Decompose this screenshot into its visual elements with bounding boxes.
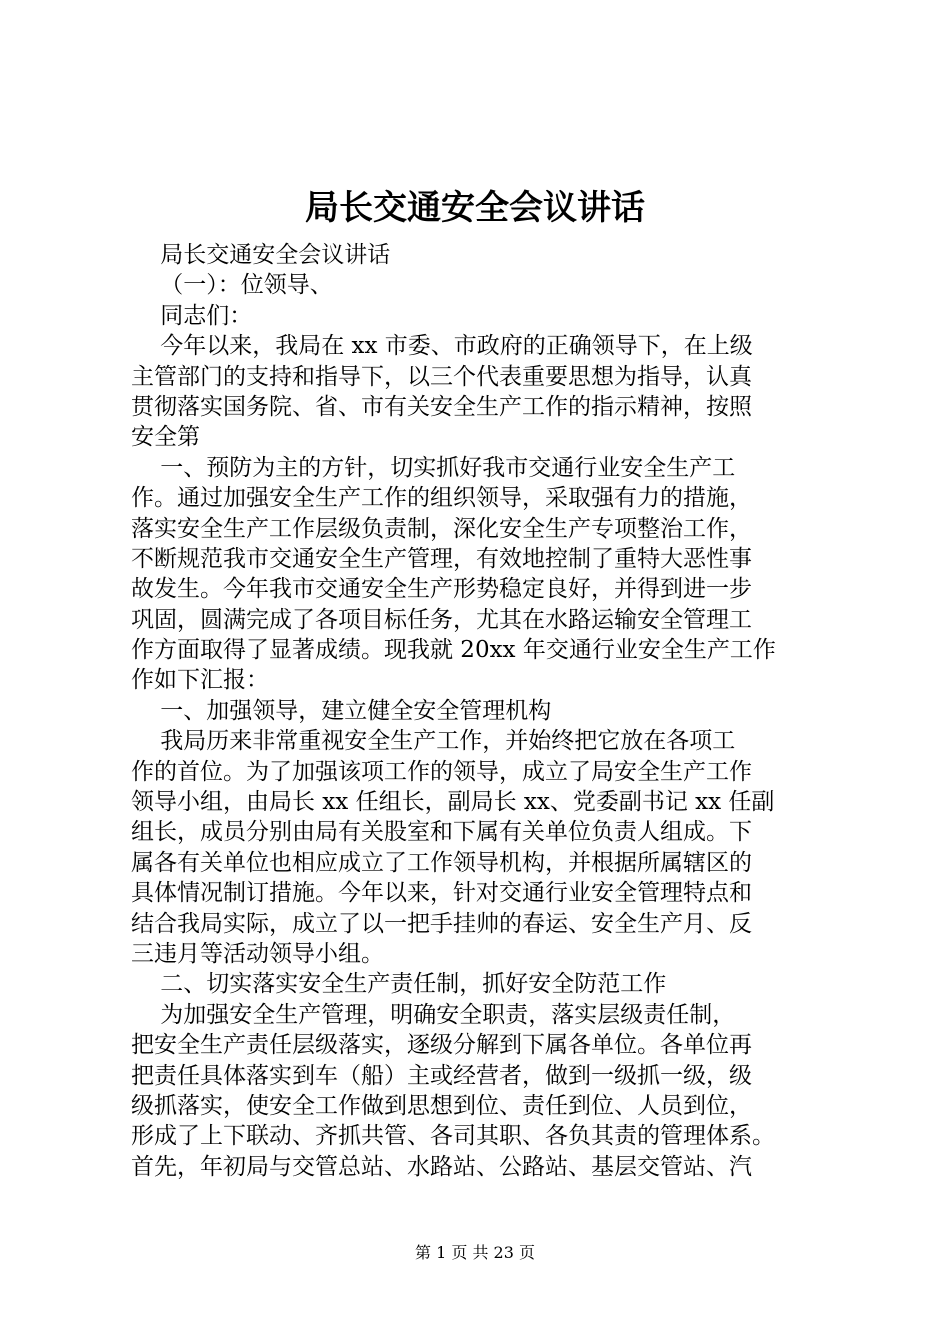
- text-line: （一）：位领导、: [131, 272, 333, 299]
- text-line: 二、切实落实安全生产责任制，抓好安全防范工作: [131, 971, 667, 998]
- text-line: 作。通过加强安全生产工作的组织领导，采取强有力的措施，: [131, 485, 752, 512]
- text-line: 组长，成员分别由局有关股室和下属有关单位负责人组成。下: [131, 819, 752, 846]
- text-line: 巩固，圆满完成了各项目标任务，尤其在水路运输安全管理工: [131, 606, 752, 633]
- document-body: [131, 240, 831, 1182]
- document-title: 局长交通安全会议讲话: [305, 188, 645, 228]
- text-line: 作的首位。为了加强该项工作的领导，成立了局安全生产工作: [131, 758, 752, 785]
- text-line: 级抓落实，使安全工作做到思想到位、责任到位、人员到位，: [131, 1092, 752, 1119]
- text-line: 把责任具体落实到车（船）主或经营者，做到一级抓一级，级: [131, 1062, 752, 1089]
- text-line: 作如下汇报：: [131, 667, 269, 694]
- text-line: 我局历来非常重视安全生产工作，并始终把它放在各项工: [131, 728, 736, 755]
- text-line: 贯彻落实国务院、省、市有关安全生产工作的指示精神，按照: [131, 393, 752, 420]
- text-line: 形成了上下联动、齐抓共管、各司其职、各负其责的管理体系。: [131, 1123, 775, 1150]
- text-line: 具体情况制订措施。今年以来，针对交通行业安全管理特点和: [131, 880, 752, 907]
- text-line: 安全第: [131, 424, 200, 451]
- text-line: 一、预防为主的方针，切实抓好我市交通行业安全生产工: [131, 454, 736, 481]
- text-line: 属各有关单位也相应成立了工作领导机构，并根据所属辖区的: [131, 849, 752, 876]
- page-number-footer: 第 1 页 共 23 页: [415, 1243, 535, 1262]
- text-line: 同志们：: [131, 302, 253, 329]
- text-line: 三违月等活动领导小组。: [131, 940, 384, 967]
- text-line: 局长交通安全会议讲话: [131, 242, 391, 268]
- text-line: 不断规范我市交通安全生产管理，有效地控制了重特大恶性事: [131, 545, 752, 572]
- text-line: 落实安全生产工作层级负责制，深化安全生产专项整治工作，: [131, 515, 752, 542]
- text-line: 结合我局实际，成立了以一把手挂帅的春运、安全生产月、反: [131, 910, 752, 937]
- text-line: 故发生。今年我市交通安全生产形势稳定良好，并得到进一步: [131, 576, 752, 603]
- text-line: 把安全生产责任层级落实，逐级分解到下属各单位。各单位再: [131, 1032, 752, 1059]
- text-line: 主管部门的支持和指导下，以三个代表重要思想为指导，认真: [131, 363, 752, 390]
- text-line: 一、加强领导，建立健全安全管理机构: [131, 697, 552, 724]
- text-line: 领导小组，由局长 xx 任组长，副局长 xx、党委副书记 xx 任副: [131, 789, 775, 816]
- text-line: 首先，年初局与交管总站、水路站、公路站、基层交管站、汽: [131, 1153, 752, 1180]
- text-line: 今年以来，我局在 xx 市委、市政府的正确领导下，在上级: [131, 333, 753, 360]
- text-line: 作方面取得了显著成绩。现我就 20xx 年交通行业安全生产工作: [131, 637, 776, 664]
- text-line: 为加强安全生产管理，明确安全职责，落实层级责任制，: [131, 1001, 736, 1028]
